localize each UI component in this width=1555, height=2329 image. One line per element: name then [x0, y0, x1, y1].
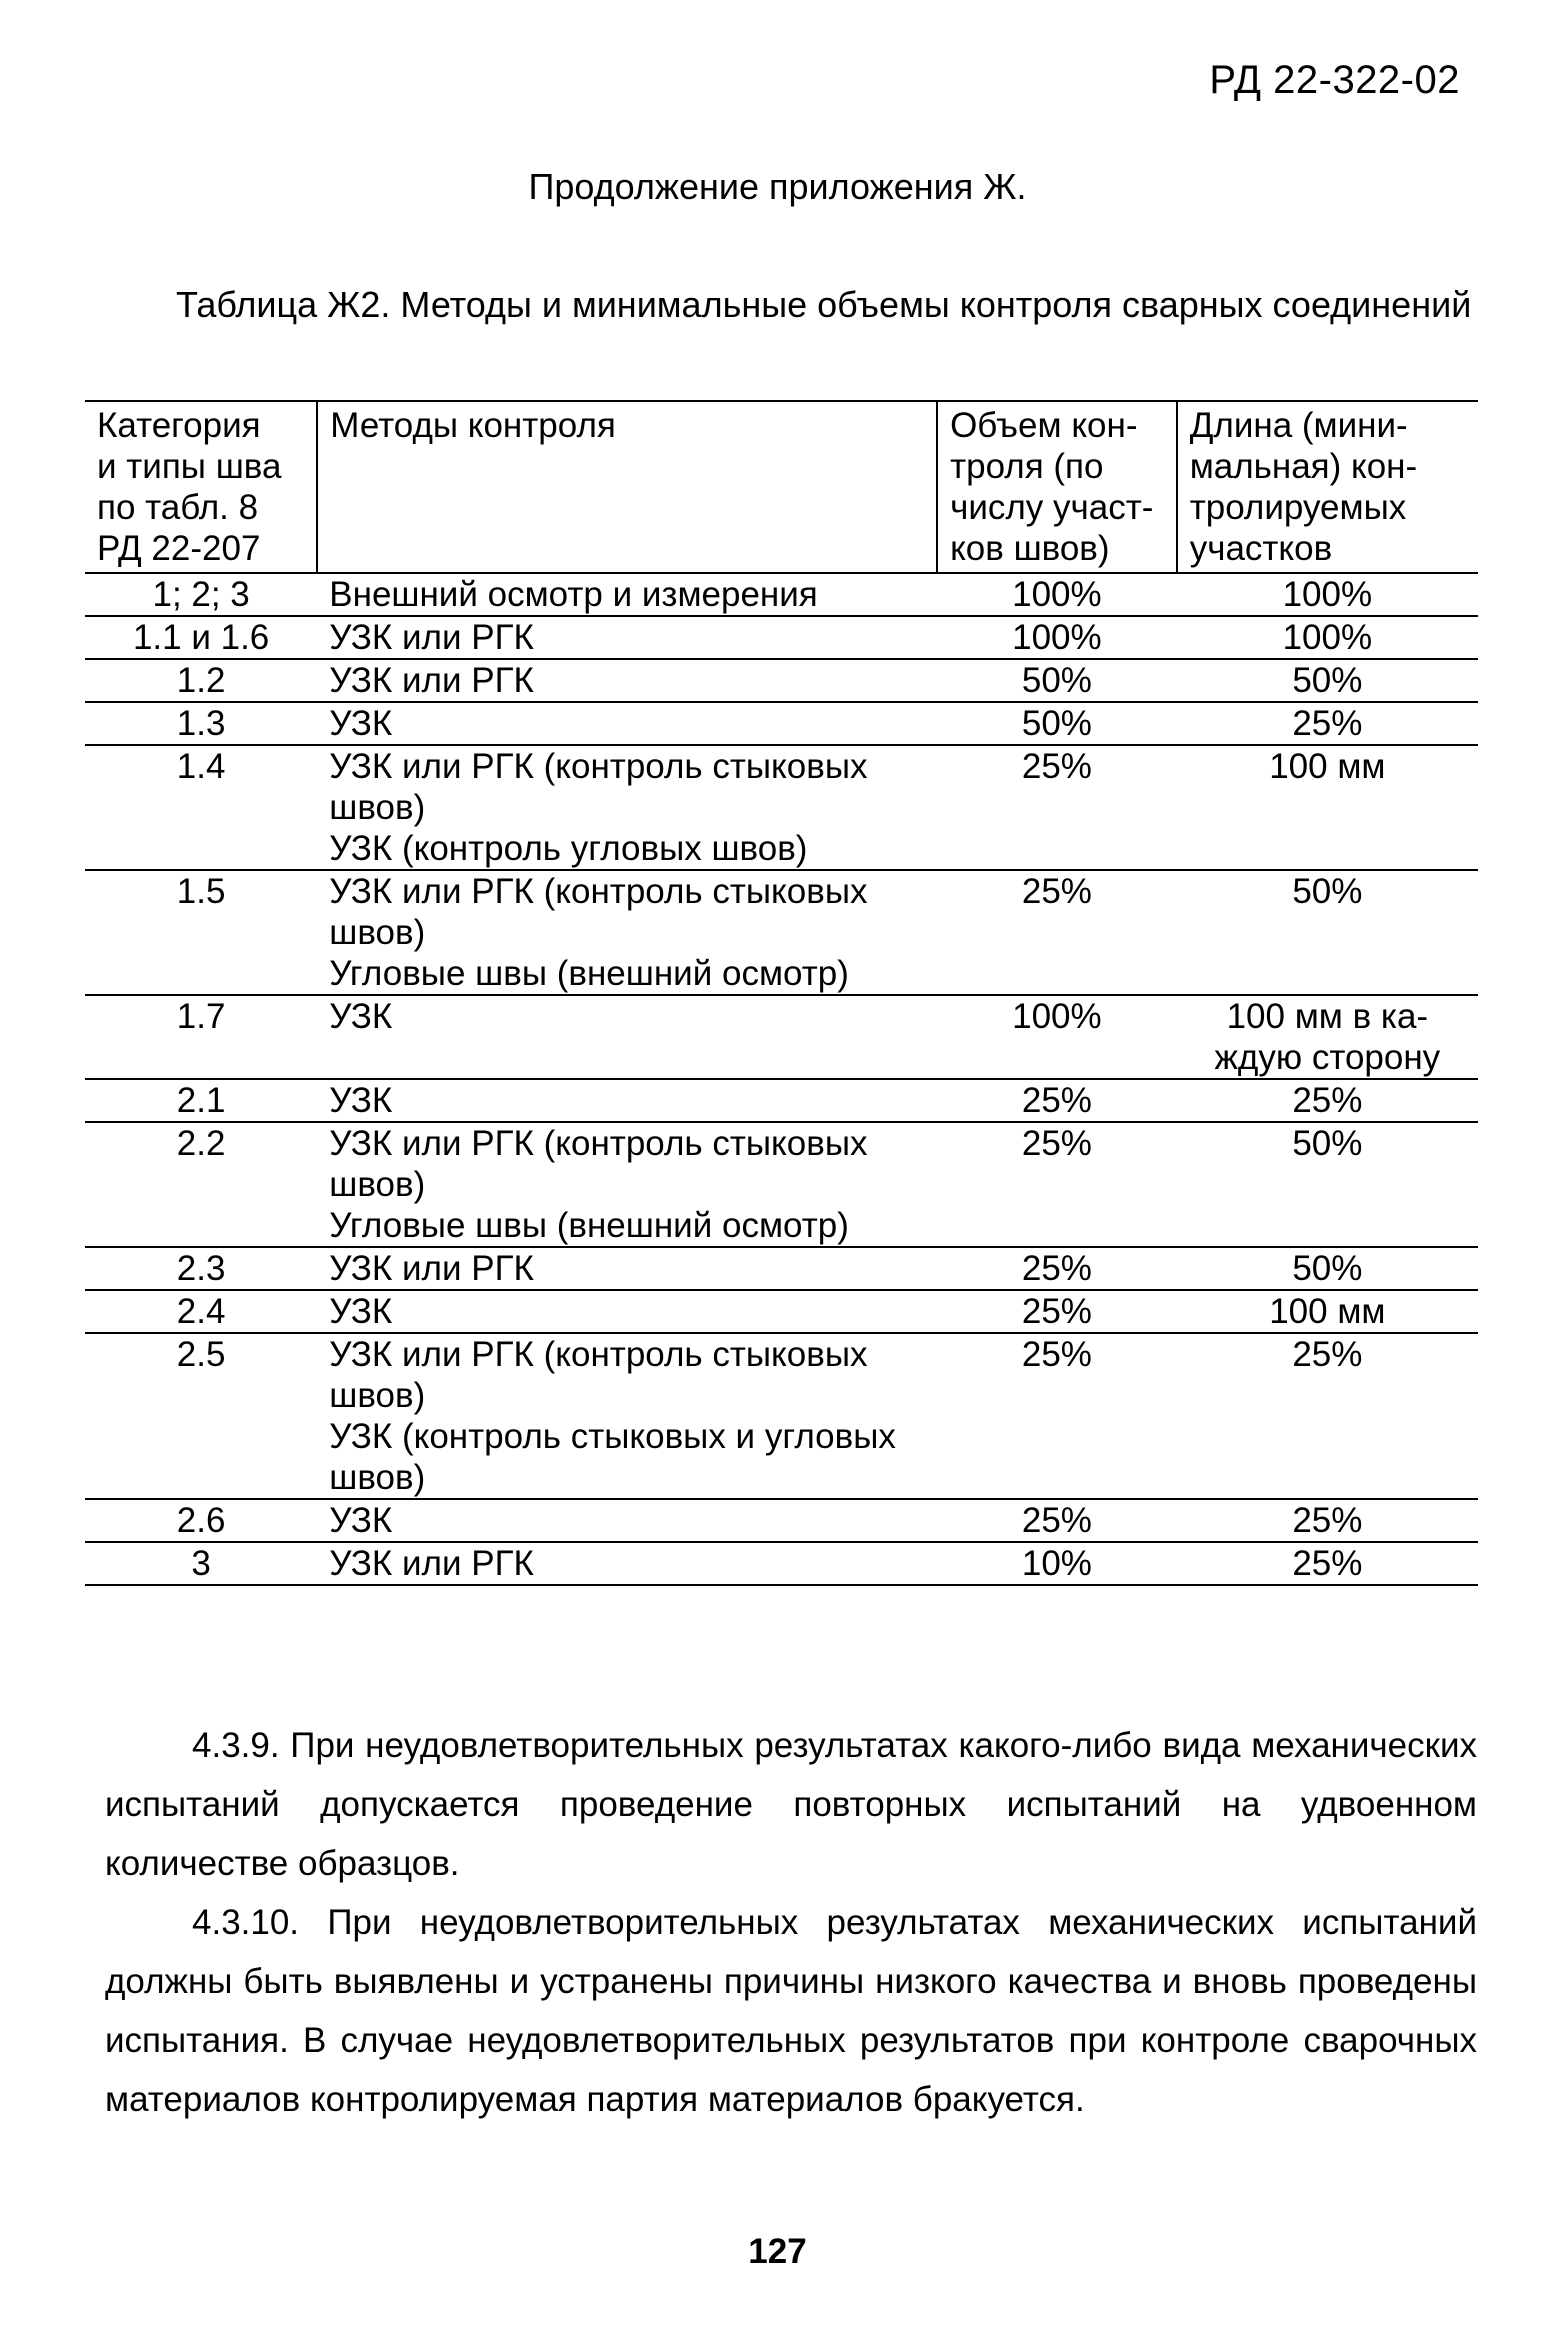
table-row — [85, 1499, 1478, 1542]
page-number: 127 — [748, 2232, 807, 2271]
cell-line: 100% — [1282, 618, 1373, 657]
length-cell — [1177, 870, 1478, 995]
length-cell — [1177, 995, 1478, 1079]
volume-cell: 100% — [937, 616, 1177, 659]
table-row — [85, 659, 1478, 702]
cell-line: УЗК или РГК — [329, 618, 534, 657]
cell-line: швов) — [329, 1165, 426, 1204]
cell-line: троля (по — [950, 447, 1104, 486]
category-cell: 1.5 — [85, 870, 317, 995]
cell-line: УЗК — [329, 997, 393, 1036]
cell-line: 50% — [1292, 1249, 1363, 1288]
header-length — [1177, 401, 1478, 573]
volume-cell: 50% — [937, 702, 1177, 745]
methods-cell — [317, 1247, 937, 1290]
cell-line: мальная) кон- — [1189, 447, 1418, 486]
cell-line: УЗК или РГК (контроль стыковых — [329, 747, 868, 786]
table-row — [85, 870, 1478, 995]
table-row — [85, 1079, 1478, 1122]
table-row — [85, 573, 1478, 616]
volume-cell: 25% — [937, 1333, 1177, 1499]
cell-line: 100% — [1282, 575, 1373, 614]
cell-line: УЗК — [329, 1501, 393, 1540]
cell-line: 50% — [1292, 872, 1363, 911]
cell-line: участков — [1189, 529, 1333, 568]
paragraph-4-3-9: 4.3.9. При неудовлетворительных результатах какого-либо вида механических испытаний допускается проведение повторных испытаний на удвоенном количестве образцов. — [105, 1726, 1477, 1883]
methods-cell — [317, 1290, 937, 1333]
cell-line: УЗК (контроль стыковых и угловых — [329, 1417, 896, 1456]
methods-cell — [317, 1333, 937, 1499]
length-cell — [1177, 745, 1478, 870]
cell-line: 25% — [1292, 1501, 1363, 1540]
volume-cell: 100% — [937, 573, 1177, 616]
methods-cell — [317, 659, 937, 702]
cell-line: УЗК (контроль угловых швов) — [329, 829, 808, 868]
methods-cell — [317, 702, 937, 745]
length-cell — [1177, 1122, 1478, 1247]
cell-line: Внешний осмотр и измерения — [329, 575, 818, 614]
volume-cell: 10% — [937, 1542, 1177, 1585]
table-row — [85, 1247, 1478, 1290]
category-cell: 1.7 — [85, 995, 317, 1079]
cell-line: УЗК или РГК (контроль стыковых — [329, 872, 868, 911]
cell-line: Объем кон- — [950, 406, 1138, 445]
table-row — [85, 745, 1478, 870]
length-cell — [1177, 573, 1478, 616]
cell-line: 25% — [1292, 1335, 1363, 1374]
cell-line: 25% — [1292, 1081, 1363, 1120]
cell-line: швов) — [329, 788, 426, 827]
cell-line: и типы шва — [97, 447, 282, 486]
length-cell — [1177, 1542, 1478, 1585]
document-code: РД 22-322-02 — [1209, 58, 1460, 102]
methods-cell — [317, 1499, 937, 1542]
volume-cell: 50% — [937, 659, 1177, 702]
cell-line: ков швов) — [950, 529, 1110, 568]
volume-cell: 100% — [937, 995, 1177, 1079]
cell-line: 100 мм — [1269, 747, 1386, 786]
cell-line: Длина (мини- — [1189, 406, 1408, 445]
length-cell — [1177, 702, 1478, 745]
cell-line: швов) — [329, 1376, 426, 1415]
category-cell: 1.3 — [85, 702, 317, 745]
table-row — [85, 1290, 1478, 1333]
length-cell — [1177, 659, 1478, 702]
category-cell: 1.1 и 1.6 — [85, 616, 317, 659]
control-methods-table — [85, 400, 1478, 1586]
cell-line: Угловые швы (внешний осмотр) — [329, 1206, 849, 1245]
cell-line: УЗК или РГК — [329, 1544, 534, 1583]
cell-line: по табл. 8 — [97, 488, 259, 527]
methods-cell — [317, 616, 937, 659]
methods-cell — [317, 995, 937, 1079]
cell-line: тролируемых — [1189, 488, 1407, 527]
table-row — [85, 995, 1478, 1079]
cell-line: Угловые швы (внешний осмотр) — [329, 954, 849, 993]
appendix-continuation-note: Продолжение приложения Ж. — [528, 166, 1027, 207]
table-body — [85, 573, 1478, 1585]
table-row — [85, 1122, 1478, 1247]
category-cell: 2.2 — [85, 1122, 317, 1247]
cell-line: ждую сторону — [1214, 1038, 1441, 1077]
cell-line: 50% — [1292, 1124, 1363, 1163]
volume-cell: 25% — [937, 1247, 1177, 1290]
cell-line: УЗК или РГК — [329, 661, 534, 700]
cell-line: 50% — [1292, 661, 1363, 700]
length-cell — [1177, 1290, 1478, 1333]
methods-cell — [317, 1079, 937, 1122]
header-category — [85, 401, 317, 573]
volume-cell: 25% — [937, 1499, 1177, 1542]
category-cell: 1.2 — [85, 659, 317, 702]
cell-line: 100 мм — [1269, 1292, 1386, 1331]
category-cell: 1; 2; 3 — [85, 573, 317, 616]
length-cell — [1177, 1333, 1478, 1499]
cell-line: УЗК — [329, 1081, 393, 1120]
cell-line: УЗК — [329, 1292, 393, 1331]
length-cell — [1177, 1247, 1478, 1290]
header-methods — [317, 401, 937, 573]
table-row — [85, 616, 1478, 659]
length-cell — [1177, 1079, 1478, 1122]
paragraph-4-3-10: 4.3.10. При неудовлетворительных результатах механических испытаний должны быть выявлены и устранены причины низкого качества и вновь проведены испытания. В случае неудовлетворительных результатов при контроле сварочных материалов контролируемая партия материалов бракуется. — [105, 1903, 1477, 2119]
volume-cell: 25% — [937, 1290, 1177, 1333]
table-header-row — [85, 401, 1478, 573]
methods-cell — [317, 1542, 937, 1585]
category-cell: 2.3 — [85, 1247, 317, 1290]
length-cell — [1177, 1499, 1478, 1542]
cell-line: УЗК — [329, 704, 393, 743]
cell-line: 100 мм в ка- — [1226, 997, 1429, 1036]
length-cell — [1177, 616, 1478, 659]
methods-cell — [317, 573, 937, 616]
category-cell: 3 — [85, 1542, 317, 1585]
cell-line: Методы контроля — [330, 406, 616, 445]
header-volume — [937, 401, 1177, 573]
volume-cell: 25% — [937, 1122, 1177, 1247]
methods-cell — [317, 1122, 937, 1247]
cell-line: 25% — [1292, 1544, 1363, 1583]
cell-line: УЗК или РГК (контроль стыковых — [329, 1335, 868, 1374]
table-caption: Таблица Ж2. Методы и минимальные объемы контроля сварных соединений — [176, 284, 1472, 325]
volume-cell: 25% — [937, 1079, 1177, 1122]
methods-cell — [317, 870, 937, 995]
cell-line: 25% — [1292, 704, 1363, 743]
cell-line: УЗК или РГК (контроль стыковых — [329, 1124, 868, 1163]
cell-line: числу участ- — [950, 488, 1154, 527]
cell-line: РД 22-207 — [97, 529, 261, 568]
table-row — [85, 702, 1478, 745]
cell-line: швов) — [329, 913, 426, 952]
volume-cell: 25% — [937, 870, 1177, 995]
cell-line: Категория — [97, 406, 261, 445]
table-header — [85, 401, 1478, 573]
methods-cell — [317, 745, 937, 870]
category-cell: 2.4 — [85, 1290, 317, 1333]
category-cell: 2.6 — [85, 1499, 317, 1542]
volume-cell: 25% — [937, 745, 1177, 870]
category-cell: 2.1 — [85, 1079, 317, 1122]
cell-line: УЗК или РГК — [329, 1249, 534, 1288]
cell-line: швов) — [329, 1458, 426, 1497]
category-cell: 2.5 — [85, 1333, 317, 1499]
table-row — [85, 1542, 1478, 1585]
category-cell: 1.4 — [85, 745, 317, 870]
table-row — [85, 1333, 1478, 1499]
